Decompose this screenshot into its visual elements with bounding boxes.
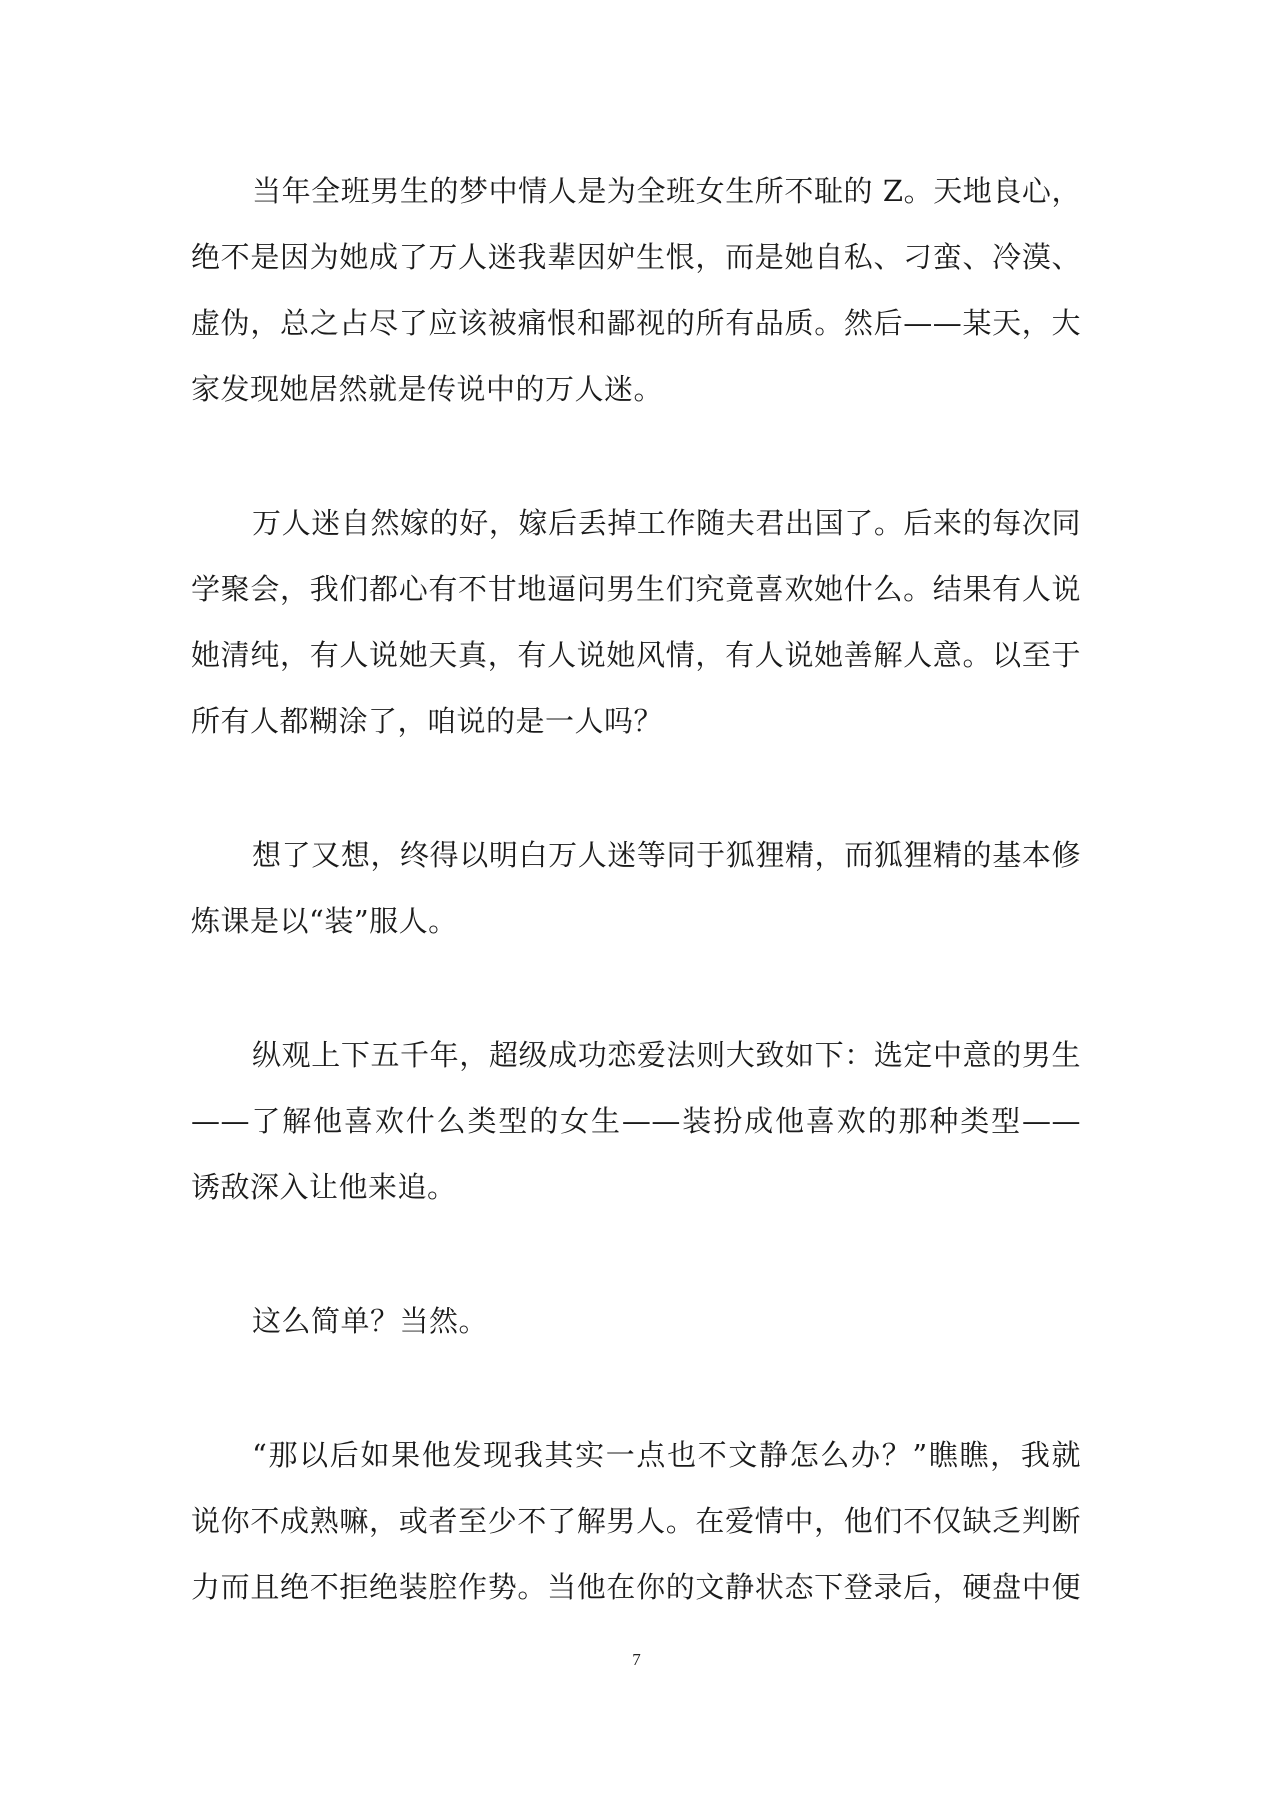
paragraph-3-line-2: 炼课是以“装”服人。: [191, 904, 458, 938]
paragraph-1-line-4: 家发现她居然就是传说中的万人迷。: [191, 372, 664, 406]
paragraph-4-line-1: 纵观上下五千年，超级成功恋爱法则大致如下：选定中意的男生: [252, 1038, 1081, 1072]
paragraph-4-line-2: ——了解他喜欢什么类型的女生——装扮成他喜欢的那种类型——: [191, 1104, 1081, 1138]
page-number: 7: [632, 1650, 641, 1669]
paragraph-2-line-3: 她清纯，有人说她天真，有人说她风情，有人说她善解人意。以至于: [191, 638, 1081, 672]
paragraph-3-line-1: 想了又想，终得以明白万人迷等同于狐狸精，而狐狸精的基本修: [252, 838, 1081, 872]
paragraph-1-line-3: 虚伪，总之占尽了应该被痛恨和鄙视的所有品质。然后——某天，大: [191, 306, 1081, 340]
paragraph-6-line-2: 说你不成熟嘛，或者至少不了解男人。在爱情中，他们不仅缺乏判断: [191, 1504, 1081, 1538]
paragraph-2-line-1: 万人迷自然嫁的好，嫁后丢掉工作随夫君出国了。后来的每次同: [252, 506, 1081, 540]
paragraph-5-line-1: 这么简单？当然。: [252, 1304, 489, 1338]
paragraph-2-line-4: 所有人都糊涂了，咱说的是一人吗？: [191, 704, 664, 738]
paragraph-6-line-1: “那以后如果他发现我其实一点也不文静怎么办？”瞧瞧，我就: [252, 1438, 1081, 1472]
paragraph-1-line-1: 当年全班男生的梦中情人是为全班女生所不耻的 Z。天地良心，: [252, 174, 1081, 208]
paragraph-4-line-3: 诱敌深入让他来追。: [191, 1170, 457, 1204]
paragraph-2-line-2: 学聚会，我们都心有不甘地逼问男生们究竟喜欢她什么。结果有人说: [191, 572, 1081, 606]
paragraph-1-line-2: 绝不是因为她成了万人迷我辈因妒生恨，而是她自私、刁蛮、冷漠、: [191, 240, 1081, 274]
paragraph-6-line-3: 力而且绝不拒绝装腔作势。当他在你的文静状态下登录后，硬盘中便: [191, 1570, 1081, 1604]
